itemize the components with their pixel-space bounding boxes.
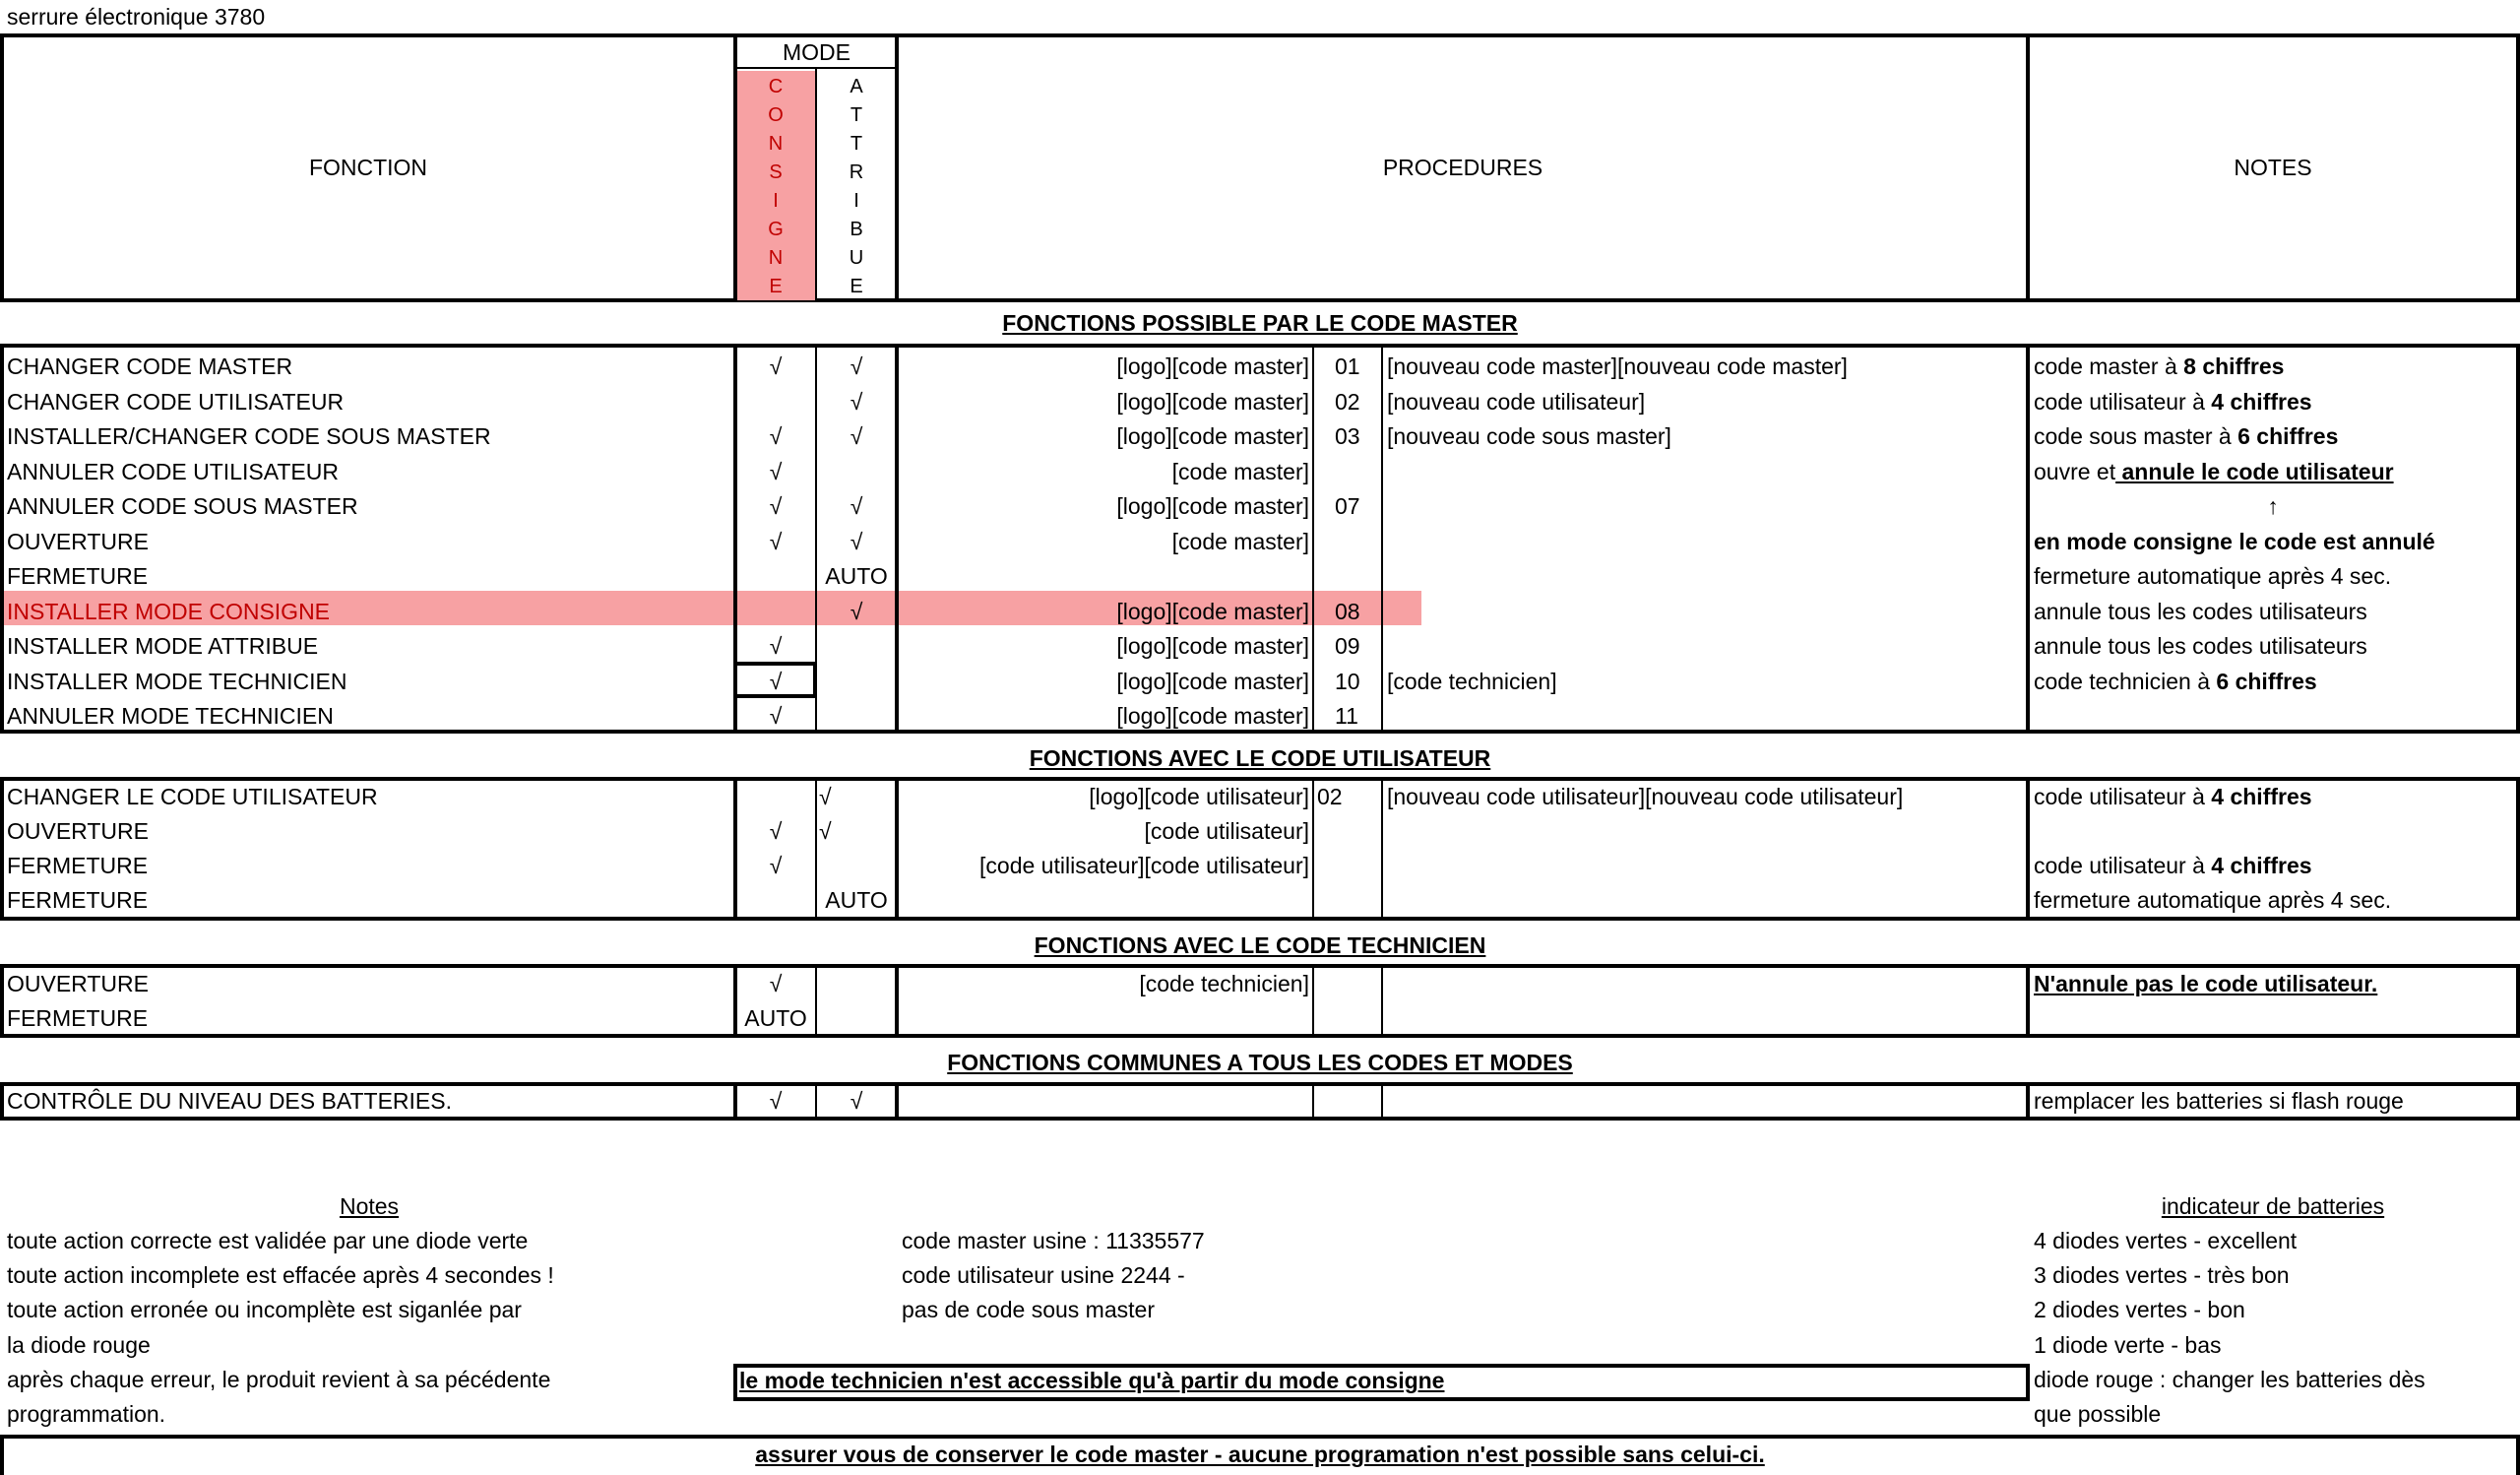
master-row-consigne: √: [769, 633, 783, 659]
factory-code-line: pas de code sous master: [902, 1297, 1155, 1323]
selected-cell-border: [733, 662, 817, 698]
consigne-letter: I: [773, 190, 779, 212]
footer-notes-title: Notes: [339, 1193, 400, 1219]
common-row-attribue: √: [850, 1088, 863, 1114]
master-row-attribue: [817, 455, 896, 488]
master-row-fonction: ANNULER CODE SOUS MASTER: [7, 493, 358, 519]
note-text: code technicien à: [2034, 668, 2217, 694]
master-row-fonction: INSTALLER/CHANGER CODE SOUS MASTER: [7, 423, 491, 449]
tech-row-fonction: FERMETURE: [7, 1005, 149, 1031]
note-text: annule tous les codes utilisateurs: [2034, 598, 2367, 624]
user-row-procedure-next: [nouveau code utilisateur][nouveau code utilisateur]: [1387, 784, 1904, 809]
master-row-consigne: [736, 559, 815, 593]
note-emphasis: N'annule pas le code utilisateur.: [2034, 971, 2378, 996]
note-text: remplacer les batteries si flash rouge: [2034, 1088, 2404, 1114]
user-row-consigne: [736, 780, 815, 813]
master-row-attribue: [817, 665, 896, 698]
header-consigne-vertical: [736, 73, 815, 301]
footer-note-line: après chaque erreur, le produit revient à sa pécédente: [7, 1366, 551, 1392]
note-emphasis: 4 chiffres: [2211, 853, 2312, 878]
master-row-note: [2034, 350, 2284, 383]
column-separator: [1381, 344, 1383, 734]
column-separator: [1312, 777, 1314, 921]
note-text: ouvre et: [2034, 458, 2116, 484]
master-row-procedure: [logo][code master]: [1116, 668, 1309, 694]
header-mode: MODE: [783, 39, 850, 65]
master-row-note: [2034, 665, 2317, 698]
user-row-consigne: √: [769, 818, 783, 844]
note-emphasis: 4 chiffres: [2211, 388, 2312, 415]
attribue-letter: A: [850, 76, 863, 97]
master-row-procedure: [logo][code master]: [1116, 633, 1309, 659]
master-row-consigne: [736, 385, 815, 418]
tech-row-consigne: AUTO: [744, 1005, 807, 1031]
tech-row-fonction: OUVERTURE: [7, 971, 149, 996]
user-row-attribue: [817, 849, 896, 882]
common-row-procedure: [899, 1084, 1309, 1118]
header-attribue-vertical: [817, 73, 896, 301]
attribue-letter: I: [853, 190, 859, 212]
consigne-letter: N: [768, 247, 784, 269]
master-row-fonction: INSTALLER MODE TECHNICIEN: [7, 668, 347, 694]
footer-note-line: toute action erronée ou incomplète est siganlée par: [7, 1297, 522, 1323]
master-row-number: 08: [1335, 598, 1360, 624]
tech-notice: le mode technicien n'est accessible qu'à partir du mode consigne: [739, 1368, 1445, 1393]
section-user-title: FONCTIONS AVEC LE CODE UTILISATEUR: [1029, 745, 1491, 771]
master-row-attribue: √: [850, 598, 863, 624]
master-row-number: 10: [1335, 668, 1360, 694]
note-text: annule tous les codes utilisateurs: [2034, 633, 2367, 659]
user-row-consigne: √: [769, 853, 783, 878]
master-row-note: [2034, 419, 2338, 453]
master-row-attribue: √: [850, 528, 863, 554]
master-row-fonction: ANNULER CODE UTILISATEUR: [7, 458, 339, 484]
note-emphasis: ↑: [2267, 493, 2279, 519]
header-procedures: PROCEDURES: [1382, 155, 1544, 180]
master-row-note: [2034, 385, 2312, 418]
note-text: code sous master à: [2034, 423, 2238, 449]
master-row-fonction: INSTALLER MODE CONSIGNE: [7, 598, 331, 624]
master-row-procedure: [logo][code master]: [1116, 353, 1309, 379]
column-separator: [1381, 777, 1383, 921]
note-text: code utilisateur à: [2034, 388, 2212, 415]
master-row-attribue: AUTO: [825, 563, 888, 589]
master-row-note: [2034, 525, 2435, 558]
consigne-letter: E: [769, 276, 783, 297]
consigne-letter: O: [768, 104, 784, 126]
master-row-consigne: √: [769, 703, 783, 729]
master-row-number: 09: [1335, 633, 1360, 659]
user-row-number: 02: [1317, 784, 1343, 809]
attribue-letter: T: [850, 104, 863, 126]
section-tech-title: FONCTIONS AVEC LE CODE TECHNICIEN: [1034, 932, 1486, 958]
footer-note-line: programmation.: [7, 1401, 166, 1427]
master-row-procedure: [logo][code master]: [1116, 493, 1309, 519]
battery-level-line: 4 diodes vertes - excellent: [2034, 1228, 2298, 1253]
consigne-letter: N: [768, 133, 784, 155]
master-row-attribue: √: [850, 423, 863, 449]
note-emphasis: 4 chiffres: [2211, 784, 2312, 809]
user-row-procedure: [code utilisateur]: [1144, 818, 1309, 844]
master-row-consigne: √: [769, 528, 783, 554]
user-row-note: [2034, 849, 2312, 882]
footer-note-line: toute action correcte est validée par une diode verte: [7, 1228, 529, 1253]
master-row-note: [2034, 559, 2391, 593]
column-separator: [1381, 964, 1383, 1038]
master-row-procedure: [logo][code master]: [1116, 423, 1309, 449]
factory-code-line: code utilisateur usine 2244 -: [902, 1262, 1185, 1289]
user-row-note: [2034, 883, 2391, 917]
user-row-procedure: [code utilisateur][code utilisateur]: [979, 853, 1309, 878]
battery-level-line: que possible: [2034, 1401, 2162, 1427]
master-row-note: [2034, 455, 2394, 488]
note-text: fermeture automatique après 4 sec.: [2034, 563, 2392, 589]
master-row-procedure-next: [nouveau code utilisateur]: [1387, 388, 1646, 415]
master-row-consigne: √: [769, 668, 783, 694]
master-row-fonction: INSTALLER MODE ATTRIBUE: [7, 633, 319, 659]
column-separator: [1312, 964, 1314, 1038]
master-row-number: 03: [1335, 423, 1360, 449]
consigne-letter: C: [768, 76, 784, 97]
battery-level-line: 2 diodes vertes - bon: [2034, 1297, 2245, 1323]
document-title: serrure électronique 3780: [7, 4, 266, 30]
user-row-procedure: [899, 883, 1309, 917]
user-row-fonction: OUVERTURE: [7, 818, 149, 844]
tech-row-note: [2034, 967, 2377, 1000]
master-row-procedure-next: [nouveau code sous master]: [1387, 423, 1671, 449]
master-row-procedure: [logo][code master]: [1116, 703, 1309, 729]
master-row-attribue: [817, 699, 896, 733]
master-row-note: [2030, 489, 2516, 523]
consigne-letter: S: [769, 161, 783, 183]
battery-level-line: 1 diode verte - bas: [2034, 1331, 2222, 1358]
column-separator: [1312, 1082, 1314, 1121]
footer-note-line: la diode rouge: [7, 1331, 151, 1358]
master-row-consigne: √: [769, 353, 783, 379]
footer-note-line: toute action incomplete est effacée après 4 secondes !: [7, 1262, 554, 1289]
header-fonction: FONCTION: [308, 155, 428, 180]
header-notes: NOTES: [2234, 155, 2312, 180]
note-emphasis: 6 chiffres: [2237, 423, 2339, 449]
master-code-warning: assurer vous de conserver le code master - aucune programation n'est possible sans celui-ci.: [755, 1442, 1765, 1467]
attribue-letter: R: [849, 161, 864, 183]
master-row-consigne: √: [769, 423, 783, 449]
master-row-attribue: √: [850, 353, 863, 379]
user-row-fonction: FERMETURE: [7, 853, 149, 878]
user-row-consigne: [736, 883, 815, 917]
master-row-note: [2034, 595, 2367, 628]
attribue-letter: T: [850, 133, 863, 155]
master-row-consigne: √: [769, 493, 783, 519]
user-row-fonction: CHANGER LE CODE UTILISATEUR: [7, 784, 378, 809]
note-text: fermeture automatique après 4 sec.: [2034, 887, 2392, 913]
user-row-procedure: [logo][code utilisateur]: [1089, 784, 1309, 809]
user-row-fonction: FERMETURE: [7, 887, 149, 913]
master-row-number: 07: [1335, 493, 1360, 519]
note-text: code master à: [2034, 353, 2184, 379]
note-text: code utilisateur à: [2034, 853, 2212, 878]
common-row-note: [2034, 1084, 2404, 1118]
section-common-title: FONCTIONS COMMUNES A TOUS LES CODES ET MODES: [947, 1050, 1573, 1075]
tech-row-consigne: √: [769, 971, 783, 996]
note-emphasis: 6 chiffres: [2216, 668, 2317, 694]
column-separator: [2026, 1082, 2030, 1121]
attribue-letter: B: [850, 219, 863, 240]
battery-indicator-title: indicateur de batteries: [2161, 1193, 2385, 1219]
master-row-fonction: CHANGER CODE UTILISATEUR: [7, 388, 345, 415]
master-row-procedure: [code master]: [1171, 458, 1309, 484]
column-separator: [2026, 344, 2030, 734]
master-row-procedure-next: [nouveau code master][nouveau code master]: [1387, 353, 1848, 379]
tech-row-attribue: [817, 1001, 896, 1035]
master-row-fonction: FERMETURE: [7, 563, 149, 589]
user-row-attribue: AUTO: [825, 887, 888, 913]
factory-code-line: code master usine : 11335577: [902, 1228, 1205, 1253]
master-row-procedure-next: [code technicien]: [1387, 668, 1557, 694]
column-separator: [2026, 777, 2030, 921]
attribue-letter: E: [850, 276, 863, 297]
note-text: code utilisateur à: [2034, 784, 2212, 809]
common-row-consigne: √: [769, 1088, 783, 1114]
tech-row-procedure: [899, 1001, 1309, 1035]
note-emphasis: 8 chiffres: [2183, 353, 2285, 379]
master-row-procedure: [899, 559, 1309, 593]
note-emphasis: annule le code utilisateur: [2115, 458, 2394, 484]
column-separator: [2026, 964, 2030, 1038]
common-row-fonction: CONTRÔLE DU NIVEAU DES BATTERIES.: [7, 1088, 452, 1114]
master-row-procedure: [code master]: [1171, 528, 1309, 554]
master-row-procedure: [logo][code master]: [1116, 598, 1309, 624]
master-row-fonction: ANNULER MODE TECHNICIEN: [7, 703, 334, 729]
column-separator: [1381, 1082, 1383, 1121]
master-row-number: 01: [1335, 353, 1360, 379]
note-emphasis: en mode consigne le code est annulé: [2034, 528, 2435, 554]
master-row-number: 11: [1335, 703, 1358, 729]
master-row-attribue: [817, 629, 896, 663]
attribue-letter: U: [849, 247, 864, 269]
master-row-fonction: CHANGER CODE MASTER: [7, 353, 293, 379]
master-row-attribue: √: [850, 493, 863, 519]
master-row-consigne: [736, 595, 815, 628]
battery-level-line: 3 diodes vertes - très bon: [2034, 1262, 2290, 1289]
user-row-attribue: √: [819, 784, 832, 809]
master-row-consigne: √: [769, 458, 783, 484]
battery-level-line: diode rouge : changer les batteries dès: [2034, 1366, 2426, 1392]
master-row-procedure: [logo][code master]: [1116, 388, 1309, 415]
column-separator: [1312, 344, 1314, 734]
user-row-note: [2034, 780, 2312, 813]
master-row-attribue: √: [850, 388, 863, 415]
tech-row-attribue: [817, 967, 896, 1000]
master-row-number: 02: [1335, 388, 1360, 415]
user-row-attribue: √: [819, 818, 832, 844]
tech-row-procedure: [code technicien]: [1139, 971, 1309, 996]
master-row-fonction: OUVERTURE: [7, 528, 149, 554]
section-master-title: FONCTIONS POSSIBLE PAR LE CODE MASTER: [1002, 310, 1518, 336]
master-row-note: [2034, 629, 2367, 663]
consigne-letter: G: [768, 219, 784, 240]
